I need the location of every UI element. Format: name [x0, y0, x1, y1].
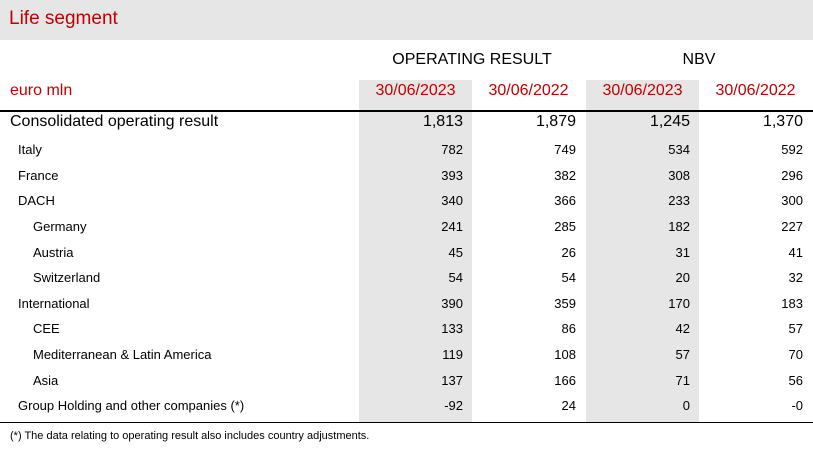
cell-value: 534 — [668, 142, 690, 157]
row-label: Switzerland — [33, 270, 101, 285]
group-header-operating-result: OPERATING RESULT — [392, 51, 552, 68]
row-label: Italy — [18, 142, 42, 157]
cell-value: 31 — [675, 245, 690, 260]
cell-value: 227 — [781, 219, 803, 234]
cell-value: 166 — [554, 373, 576, 388]
page-title: Life segment — [9, 8, 118, 29]
row-label: Germany — [33, 219, 87, 234]
group-header-nbv: NBV — [682, 51, 716, 68]
col-header-operating-2023: 30/06/2023 — [375, 82, 456, 99]
row-label: Consolidated operating result — [10, 113, 219, 130]
cell-value: -92 — [444, 398, 463, 413]
cell-value: 390 — [441, 296, 463, 311]
cell-value: 0 — [682, 398, 690, 413]
cell-value: 20 — [675, 270, 690, 285]
row-label: CEE — [33, 321, 60, 336]
cell-value: 382 — [554, 168, 576, 183]
cell-value: 1,879 — [535, 113, 576, 130]
col-header-nbv-2022: 30/06/2022 — [715, 82, 796, 99]
cell-value: 592 — [781, 142, 803, 157]
cell-value: 41 — [788, 245, 803, 260]
col-header-operating-2022: 30/06/2022 — [488, 82, 569, 99]
cell-value: 119 — [442, 347, 463, 362]
cell-value: 54 — [561, 270, 576, 285]
row-label: DACH — [18, 193, 55, 208]
row-label: International — [18, 296, 90, 311]
title-bar — [0, 0, 813, 40]
cell-value: 45 — [448, 245, 463, 260]
cell-value: 1,370 — [762, 113, 803, 130]
cell-value: 340 — [441, 193, 463, 208]
cell-value: 366 — [554, 193, 576, 208]
cell-value: 1,813 — [422, 113, 463, 130]
cell-value: 285 — [554, 219, 576, 234]
cell-value: 1,245 — [649, 113, 690, 130]
row-label: Group Holding and other companies (*) — [18, 398, 245, 413]
cell-value: 182 — [668, 219, 690, 234]
units-label: euro mln — [10, 82, 73, 99]
footnote: (*) The data relating to operating result also includes country adjustments. — [10, 430, 370, 442]
cell-value: 359 — [554, 296, 576, 311]
cell-value: 233 — [668, 193, 690, 208]
col-header-nbv-2023: 30/06/2023 — [602, 82, 683, 99]
cell-value: 86 — [561, 321, 576, 336]
cell-value: 393 — [441, 168, 463, 183]
cell-value: 170 — [668, 296, 690, 311]
row-label: Asia — [33, 373, 59, 388]
cell-value: 108 — [554, 347, 576, 362]
cell-value: 56 — [788, 373, 803, 388]
cell-value: 32 — [788, 270, 803, 285]
row-label: Austria — [33, 245, 74, 260]
cell-value: 241 — [441, 219, 463, 234]
cell-value: 300 — [781, 193, 803, 208]
cell-value: 782 — [441, 142, 463, 157]
cell-value: 137 — [441, 373, 463, 388]
cell-value: 296 — [781, 168, 803, 183]
cell-value: 133 — [441, 321, 463, 336]
row-label: Mediterranean & Latin America — [33, 347, 212, 362]
cell-value: 42 — [675, 321, 690, 336]
cell-value: 308 — [668, 168, 690, 183]
cell-value: 71 — [675, 373, 690, 388]
cell-value: 54 — [448, 270, 463, 285]
cell-value: -0 — [791, 398, 803, 413]
cell-value: 183 — [781, 296, 803, 311]
row-label: France — [18, 168, 59, 183]
cell-value: 57 — [675, 347, 690, 362]
table-bottom-rule — [0, 422, 813, 423]
cell-value: 749 — [554, 142, 576, 157]
cell-value: 70 — [788, 347, 803, 362]
cell-value: 57 — [788, 321, 803, 336]
cell-value: 26 — [561, 245, 576, 260]
cell-value: 24 — [561, 398, 576, 413]
header-rule — [0, 110, 813, 112]
